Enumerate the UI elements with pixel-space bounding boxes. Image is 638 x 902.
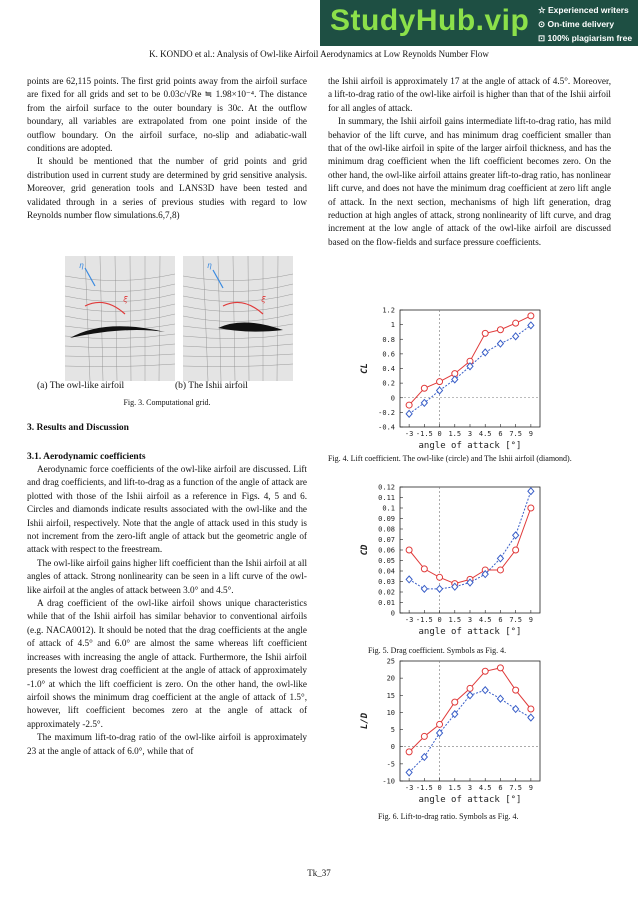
x-tick-label: -3 bbox=[404, 430, 414, 438]
x-tick-label: 1.5 bbox=[448, 430, 462, 438]
x-tick-label: 6 bbox=[498, 784, 503, 792]
ishii-data-point bbox=[482, 687, 488, 694]
x-tick-label: 6 bbox=[498, 430, 503, 438]
y-tick-label: 0.8 bbox=[382, 335, 395, 344]
x-tick-label: 0 bbox=[437, 430, 442, 438]
ishii-data-point bbox=[528, 488, 534, 495]
x-tick-label: 1.5 bbox=[448, 784, 462, 792]
paragraph: Aerodynamic force coefficients of the owl-like airfoil are discussed. Lift and drag coefficients, and lift-to-drag as a function of the angle of attack are plotted with those of the Ishii airfoil as a reference in Figs. 4, 5 and 6. Circles and diamonds indicate results associated with the owl-like and the Ishii airfoil, respectively. Note that the angle of attack used in this study is not increment from the zero-lift angle of attack but the geometric angle of attack with respect to the freestream. bbox=[27, 464, 307, 555]
y-tick-label: 0.6 bbox=[382, 350, 395, 359]
x-tick-label: 9 bbox=[528, 616, 533, 624]
fig4-caption: Fig. 4. Lift coefficient. The owl-like (circle) and The Ishii airfoil (diamond). bbox=[328, 454, 572, 463]
x-tick-label: -1.5 bbox=[415, 616, 433, 624]
y-tick-label: 0.09 bbox=[378, 515, 395, 523]
fig3a-label: (a) The owl-like airfoil bbox=[37, 381, 125, 391]
x-axis-label: angle of attack [°] bbox=[418, 441, 522, 450]
owl-data-point bbox=[528, 706, 534, 712]
x-tick-label: 1.5 bbox=[448, 616, 462, 624]
paragraph: In summary, the Ishii airfoil gains intermediate lift-to-drag ratio, has mild behavior of the lift curve, and has minimum drag coefficient smaller than that of the owl-like airfoil in spite of the larger airfoil thickness, and has the minimum drag coefficient when the lift coefficient becomes zero. On the other hand, the owl-like airfoil attains greater lift-to-drag ratio, has nonlinear lift curve, and does not have the minimum drag coefficient at zero lift angle of attack. In the next section, mechanisms of high lift generation, drag reduction at high angles of attack, strong nonlinearity of lift curve, and drag increment at the low angle of attack of the owl-like airfoil are discussed based on the flow-fields and surface pressure coefficients. bbox=[328, 116, 611, 247]
y-tick-label: 25 bbox=[386, 657, 395, 666]
y-axis-label: L/D bbox=[360, 712, 370, 730]
y-tick-label: -5 bbox=[386, 760, 395, 769]
left-column-lower bbox=[27, 463, 307, 758]
y-tick-label: 20 bbox=[386, 674, 395, 683]
owl-data-point bbox=[421, 566, 427, 572]
ishii-data-point bbox=[421, 399, 427, 406]
grid-image-owl bbox=[65, 256, 175, 381]
y-tick-label: 1.2 bbox=[382, 306, 395, 315]
owl-data-point bbox=[467, 685, 473, 691]
x-axis-label: angle of attack [°] bbox=[418, 795, 522, 805]
x-tick-label: 9 bbox=[528, 784, 533, 792]
y-tick-label: 15 bbox=[386, 691, 395, 700]
ishii-data-point bbox=[497, 340, 503, 347]
owl-data-point bbox=[437, 574, 443, 580]
owl-data-point bbox=[437, 379, 443, 385]
owl-data-point bbox=[421, 385, 427, 391]
paragraph: points are 62,115 points. The first grid points away from the airfoil surface are fixed for all grids and set to be 0.03c/√Re ≒ 1.98×10⁻⁴. The distance from the airfoil surface to the outer boundary is 30c. At the outflow boundary, all variables are extrapolated from one point inside of the outflow boundary. On the airfoil surface, no-slip and adiabatic-wall conditions are adopted. bbox=[27, 76, 307, 154]
owl-data-point bbox=[497, 567, 503, 573]
y-tick-label: 1 bbox=[390, 321, 395, 330]
owl-data-point bbox=[421, 733, 427, 739]
x-tick-label: 4.5 bbox=[478, 430, 492, 438]
owl-data-point bbox=[406, 547, 412, 553]
ishii-data-point bbox=[421, 585, 427, 592]
x-tick-label: -3 bbox=[404, 616, 414, 624]
owl-data-point bbox=[528, 313, 534, 319]
y-tick-label: -0.4 bbox=[378, 423, 395, 432]
owl-data-point bbox=[482, 330, 488, 336]
Ishii-series-line bbox=[409, 690, 531, 772]
fig3b-label: (b) The Ishii airfoil bbox=[175, 381, 248, 391]
y-tick-label: -10 bbox=[382, 777, 395, 786]
svg-text:η: η bbox=[207, 261, 212, 270]
owl-data-point bbox=[528, 505, 534, 511]
x-tick-label: 3 bbox=[467, 616, 473, 624]
subsection-heading: 3.1. Aerodynamic coefficients bbox=[27, 452, 146, 462]
drag-coefficient-chart bbox=[330, 481, 560, 641]
x-tick-label: -1.5 bbox=[415, 430, 433, 438]
owl-data-point bbox=[513, 320, 519, 326]
svg-text:ξ: ξ bbox=[261, 295, 266, 304]
y-tick-label: 5 bbox=[390, 726, 395, 735]
fig6-caption: Fig. 6. Lift-to-drag ratio. Symbols as Fig. 4. bbox=[378, 812, 519, 821]
ishii-data-point bbox=[528, 322, 534, 329]
y-tick-label: 0.07 bbox=[378, 536, 395, 544]
paragraph: The owl-like airfoil gains higher lift coefficient than the Ishii airfoil at all angles of attack. Strong nonlinearity can be seen in a lift curve of the owl-like airfoil at the angles of attack between 3.0° and 4.5°. bbox=[27, 557, 307, 595]
y-axis-label: CL bbox=[360, 363, 370, 374]
banner-bullet: ⊡ 100% plagiarism free bbox=[538, 33, 633, 43]
x-tick-label: 0 bbox=[437, 616, 442, 624]
ishii-data-point bbox=[528, 714, 534, 721]
Ishii-series-line bbox=[409, 491, 531, 589]
paragraph: The maximum lift-to-drag ratio of the owl-like airfoil is approximately 23 at the angle of attack of 6.0°, while that of bbox=[27, 732, 307, 756]
x-tick-label: 4.5 bbox=[478, 784, 492, 792]
fig3-caption: Fig. 3. Computational grid. bbox=[123, 398, 211, 407]
x-tick-label: 3 bbox=[467, 784, 473, 792]
paragraph: It should be mentioned that the number of grid points and grid distribution used in current study are determined by grid sensitive analysis. Moreover, grid generation tools and LANS3D have been tested and validated through in a series of previous studies with regard to low Reynolds number flow simulations.6,7,8) bbox=[27, 156, 307, 221]
y-tick-label: 0.2 bbox=[382, 379, 395, 388]
ishii-data-point bbox=[406, 769, 412, 776]
owl-data-point bbox=[482, 668, 488, 674]
y-tick-label: -0.2 bbox=[378, 408, 395, 417]
x-tick-label: 0 bbox=[437, 784, 442, 792]
owl-data-point bbox=[497, 327, 503, 333]
ishii-data-point bbox=[513, 532, 519, 539]
x-tick-label: 4.5 bbox=[478, 616, 492, 624]
y-tick-label: 0.05 bbox=[378, 557, 395, 565]
owl-data-point bbox=[452, 699, 458, 705]
svg-text:ξ: ξ bbox=[123, 295, 128, 304]
owl-data-point bbox=[497, 665, 503, 671]
y-tick-label: 0.11 bbox=[378, 494, 395, 502]
y-tick-label: 0.08 bbox=[378, 525, 395, 534]
x-tick-label: 7.5 bbox=[509, 616, 522, 624]
y-tick-label: 0 bbox=[390, 743, 395, 752]
y-tick-label: 0.4 bbox=[382, 365, 395, 373]
y-tick-label: 0 bbox=[390, 609, 395, 618]
grid-image-ishii bbox=[183, 256, 293, 381]
x-tick-label: -1.5 bbox=[415, 784, 433, 792]
y-tick-label: 0 bbox=[390, 394, 395, 403]
owl-data-point bbox=[406, 749, 412, 755]
x-axis-label: angle of attack [°] bbox=[418, 627, 522, 637]
y-axis-label: CD bbox=[360, 544, 370, 556]
x-tick-label: 3 bbox=[467, 430, 473, 438]
lift-to-drag-chart bbox=[330, 655, 560, 810]
owl-like-series-line bbox=[409, 668, 531, 752]
page-number: Tk_37 bbox=[307, 868, 331, 878]
section-heading: 3. Results and Discussion bbox=[27, 423, 129, 433]
fig5-caption: Fig. 5. Drag coefficient. Symbols as Fig. 4. bbox=[368, 646, 507, 655]
ad-banner[interactable] bbox=[320, 0, 638, 46]
right-column bbox=[328, 75, 611, 249]
ishii-data-point bbox=[513, 706, 519, 713]
y-tick-label: 10 bbox=[386, 708, 395, 717]
x-tick-label: -3 bbox=[404, 784, 414, 792]
x-tick-label: 9 bbox=[528, 430, 533, 438]
ishii-data-point bbox=[513, 333, 519, 340]
owl-data-point bbox=[437, 721, 443, 727]
ishii-data-point bbox=[437, 387, 443, 394]
running-header: K. KONDO et al.: Analysis of Owl-like Airfoil Aerodynamics at Low Reynolds Number Flow bbox=[149, 49, 489, 59]
owl-like-series-line bbox=[409, 508, 531, 584]
owl-data-point bbox=[513, 687, 519, 693]
y-tick-label: 0.1 bbox=[382, 504, 395, 513]
y-tick-label: 0.01 bbox=[378, 599, 395, 607]
x-tick-label: 6 bbox=[498, 616, 503, 624]
y-tick-label: 0.12 bbox=[378, 483, 395, 492]
banner-bullet: ☆ Experienced writers bbox=[538, 5, 629, 15]
plot-frame bbox=[400, 661, 540, 781]
y-tick-label: 0.03 bbox=[378, 578, 395, 586]
x-tick-label: 7.5 bbox=[509, 430, 522, 438]
studyhub-logo[interactable]: StudyHub.vip bbox=[330, 4, 530, 37]
y-tick-label: 0.04 bbox=[378, 567, 395, 576]
y-tick-label: 0.02 bbox=[378, 588, 395, 597]
ishii-data-point bbox=[497, 695, 503, 702]
ishii-data-point bbox=[406, 576, 412, 583]
ishii-data-point bbox=[437, 585, 443, 592]
paragraph: the Ishii airfoil is approximately 17 at the angle of attack of 4.5°. Moreover, a lift-to-drag ratio of the owl-like airfoil is higher than that of the Ishii airfoil for all angles of attack. bbox=[328, 76, 611, 113]
owl-data-point bbox=[513, 547, 519, 553]
left-column bbox=[27, 75, 307, 222]
paragraph: A drag coefficient of the owl-like airfoil shows unique characteristics while that of the Ishii airfoil has similar behavior to conventional airfoils (e.g. NACA0012). It should be noted that the drag coefficients at the angle of attack of 4.5° and 6.0° are almost the same whereas lift coefficient increases with increasing the angle of attack. Furthermore, the Ishii airfoil presents the lowest drag coefficient at the angle of attack of approximately -1.0° at which the lift coefficient is zero. On the other hand, the owl-like airfoil shows the minimum drag coefficient at the angle of attack of 1.5°, however, lift coefficient becomes zero at the angle of attack of approximately -2.5°. bbox=[27, 598, 307, 729]
owl-data-point bbox=[406, 402, 412, 408]
ishii-data-point bbox=[406, 410, 412, 417]
y-tick-label: 0.06 bbox=[378, 546, 395, 555]
x-tick-label: 7.5 bbox=[509, 784, 522, 792]
lift-coefficient-chart bbox=[330, 300, 560, 450]
banner-bullet: ⊙ On-time delivery bbox=[538, 19, 615, 29]
svg-text:η: η bbox=[79, 261, 84, 270]
